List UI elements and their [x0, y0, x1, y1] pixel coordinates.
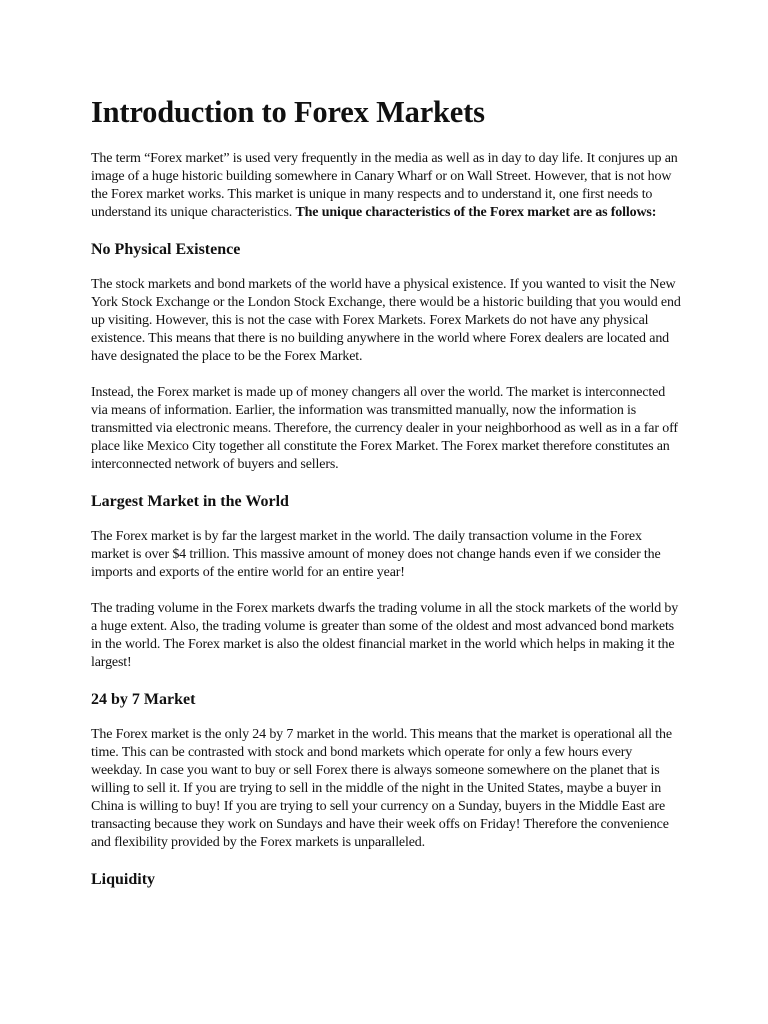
section-heading-liquidity: Liquidity: [91, 871, 156, 888]
document-body: [91, 94, 681, 906]
section-heading-24-by-7-market: 24 by 7 Market: [91, 691, 196, 708]
paragraph: The stock markets and bond markets of the world have a physical existence. If you wanted to visit the New York Stock Exchange or the London Stock Exchange, there would be a historic building that you would end up visiting. However, this is not the case with Forex Markets. Forex Markets do not have any physical existence. This means that there is no building anywhere in the world where Forex dealers are located and have designated the place to be the Forex Market.: [91, 277, 681, 364]
paragraph: Instead, the Forex market is made up of money changers all over the world. The market is interconnected via means of information. Earlier, the information was transmitted manually, now the information is transmitted via electronic means. Therefore, the currency dealer in your neighborhood as well as in a far off place like Mexico City together all constitute the Forex Market. The Forex market therefore constitutes an interconnected network of buyers and sellers.: [91, 385, 678, 472]
document-title: Introduction to Forex Markets: [91, 95, 485, 129]
intro-text: The term “Forex market” is used very frequently in the media as well as in day to day life. It conjures up an image of a huge historic building somewhere in Canary Wharf or on Wall Street. However, that is not how the Forex market works. This market is unique in many respects and to understand it, one first needs to understand its unique characteristics.: [91, 151, 678, 220]
paragraph: The trading volume in the Forex markets dwarfs the trading volume in all the stock markets of the world by a huge extent. Also, the trading volume is greater than some of the oldest and most advanced bond markets in the world. The Forex market is also the oldest financial market in the world which helps in making it the largest!: [91, 601, 679, 670]
intro-paragraph: [91, 150, 681, 222]
intro-bold-text: The unique characteristics of the Forex market are as follows:: [295, 205, 657, 220]
section-heading-largest-market: Largest Market in the World: [91, 493, 289, 510]
section-heading-no-physical-existence: No Physical Existence: [91, 241, 241, 258]
paragraph: The Forex market is the only 24 by 7 market in the world. This means that the market is operational all the time. This can be contrasted with stock and bond markets which operate for only a few hours every weekday. In case you want to buy or sell Forex there is always someone somewhere on the planet that is willing to sell it. If you are trying to sell in the middle of the night in the United States, maybe a buyer in China is willing to buy! If you are trying to sell your currency on a Sunday, buyers in the Middle East are transacting because they work on Sundays and have their week offs on Friday! Therefore the convenience and flexibility provided by the Forex markets is unparalleled.: [91, 727, 672, 850]
paragraph: The Forex market is by far the largest market in the world. The daily transaction volume in the Forex market is over $4 trillion. This massive amount of money does not change hands even if we consider the imports and exports of the entire world for an entire year!: [91, 529, 661, 580]
